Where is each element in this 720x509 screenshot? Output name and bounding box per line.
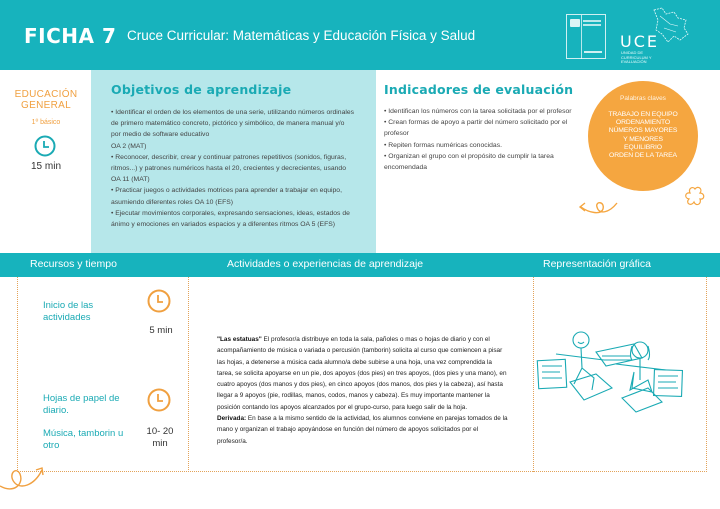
resources-header: Recursos y tiempo — [30, 258, 117, 270]
keywords-title: Palabras claves — [620, 95, 666, 102]
logo-text-lines — [583, 20, 601, 22]
keyword: ORDENAMIENTO — [615, 119, 671, 127]
keyword: ORDEN DE LA TAREA — [609, 152, 677, 160]
level-line-2: GENERAL — [21, 100, 71, 111]
indicator-item: • Repiten formas numéricas conocidas. — [384, 141, 502, 149]
uce-subtitle: UNIDAD DE CURRICULUM Y EVALUACIÓN — [621, 50, 652, 64]
column-divider — [188, 277, 189, 472]
keyword: Y MENORES — [623, 135, 663, 143]
indicator-item: • Identifican los números con la tarea solicitada por el profesor — [384, 108, 572, 115]
logo-divider — [581, 15, 582, 59]
objective-item: OA 2 (MAT) — [111, 142, 147, 150]
keywords-circle — [588, 81, 698, 191]
indicator-item: • Crean formas de apoyo a partir del número solicitado por el profesor — [384, 119, 568, 138]
clock-icon — [34, 135, 56, 157]
resource-music: Música, tamborin u otro — [43, 428, 124, 451]
keyword: TRABAJO EN EQUIPO — [608, 111, 678, 118]
objective-item: • Practicar juegos o actividades motrices para aprender a trabajar en equipo, asumiendo diferentes roles OA 10 (EFS) — [111, 187, 342, 206]
resource-time: 5 min — [149, 325, 173, 336]
shield-icon — [570, 19, 580, 27]
clock-icon — [147, 388, 171, 412]
resource-materials: Hojas de papel de diario. — [43, 393, 120, 416]
derivada-label: Derivada: — [217, 415, 247, 423]
activities-header: Actividades o experiencias de aprendizaje — [227, 258, 424, 270]
objectives-title: Objetivos de aprendizaje — [111, 82, 292, 97]
indicator-item: • Organizan el grupo con el propósito de cumplir la tarea encomendada — [384, 152, 554, 172]
column-divider — [533, 277, 534, 472]
indicators-list — [384, 106, 584, 173]
chile-map-icon — [648, 6, 692, 46]
activity-title: "Las estatuas" — [217, 336, 262, 343]
ministry-logo — [566, 14, 606, 59]
resource-start: Inicio de las actividades — [43, 300, 94, 323]
resource-time-range — [140, 426, 180, 449]
section-header-band — [0, 253, 720, 277]
time-unit: min — [152, 437, 168, 449]
page-title: Cruce Curricular: Matemáticas y Educación Física y Salud — [127, 28, 476, 43]
indicators-title: Indicadores de evaluación — [384, 82, 574, 97]
indicators-panel — [384, 82, 584, 173]
activity-body: El profesor/a distribuye en toda la sala, pañoles o mas o hojas de diario y con el acompañamiento de música o variada o percusión (tamborin) solicita al curso que comiencen a pisar las hojas, a detenerse a música cada alumno/a debe subirse a una hoja, una vez comprendida la tarea, se solicita apoyarse en un pie, dos apoyos (dos pies) en tres apoyos, (dos pies y una mano), en cuatro apoyos (dos manos y dos pies), en cinco apoyos (dos manos, dos pies y la cabeza), así hasta llegar a 9 apoyos (pie, rodillas, manos, codos, manos y cabeza). Es muy importante mantener la posición contando los apoyos alcanzados por el grupo-curso, para luego salir de la hoja. — [217, 336, 507, 411]
keyword: NÚMEROS MAYORES — [608, 127, 678, 135]
objectives-list — [111, 107, 356, 230]
derivada-body: En base a la mismo sentido de la actividad, los alumnos conviene en parejas tomados de la mano y organizan el trabajo apoyándose en función del número de apoyos solicitados por el profesor/a. — [217, 415, 508, 445]
clock-icon — [147, 289, 171, 313]
activity-description — [217, 334, 509, 447]
ficha-number: FICHA 7 — [24, 24, 117, 48]
logo-foot — [584, 51, 602, 53]
education-level — [8, 89, 84, 111]
total-time: 15 min — [30, 161, 61, 172]
graphic-header: Representación gráfica — [543, 258, 651, 270]
header-bar — [0, 0, 720, 70]
objectives-panel — [91, 70, 376, 253]
squiggle-arrow-icon — [575, 195, 620, 217]
grade-label: 1º básico — [31, 119, 61, 126]
children-playing-illustration — [536, 322, 686, 417]
keyword: EQUILIBRIO — [624, 143, 662, 151]
time-range: 10- 20 — [146, 426, 174, 437]
squiggle-arrow-icon — [0, 460, 60, 500]
flower-doodle-icon — [683, 185, 707, 209]
objective-item: • Identificar el orden de los elementos de una serie, utilizando números ordinales de primero matemático concreto, pictórico y simbólico, de manera manual y/o por medio de software educativo — [111, 109, 355, 139]
objective-item: • Ejecutar movimientos corporales, expresando sensaciones, ideas, estados de ánimo y emociones en variados espacios y a diferentes ritmos OA 5 (EFS) — [111, 209, 350, 229]
level-line-1: EDUCACIÓN — [14, 89, 78, 100]
objective-item: • Reconocer, describir, crear y continuar patrones repetitivos (sonidos, figuras, ritmos...) y patrones numéricos hasta el 20, crecientes y decrecientes, usando OA 11 (MAT) — [111, 153, 347, 184]
uce-logo: UCE — [620, 32, 659, 51]
